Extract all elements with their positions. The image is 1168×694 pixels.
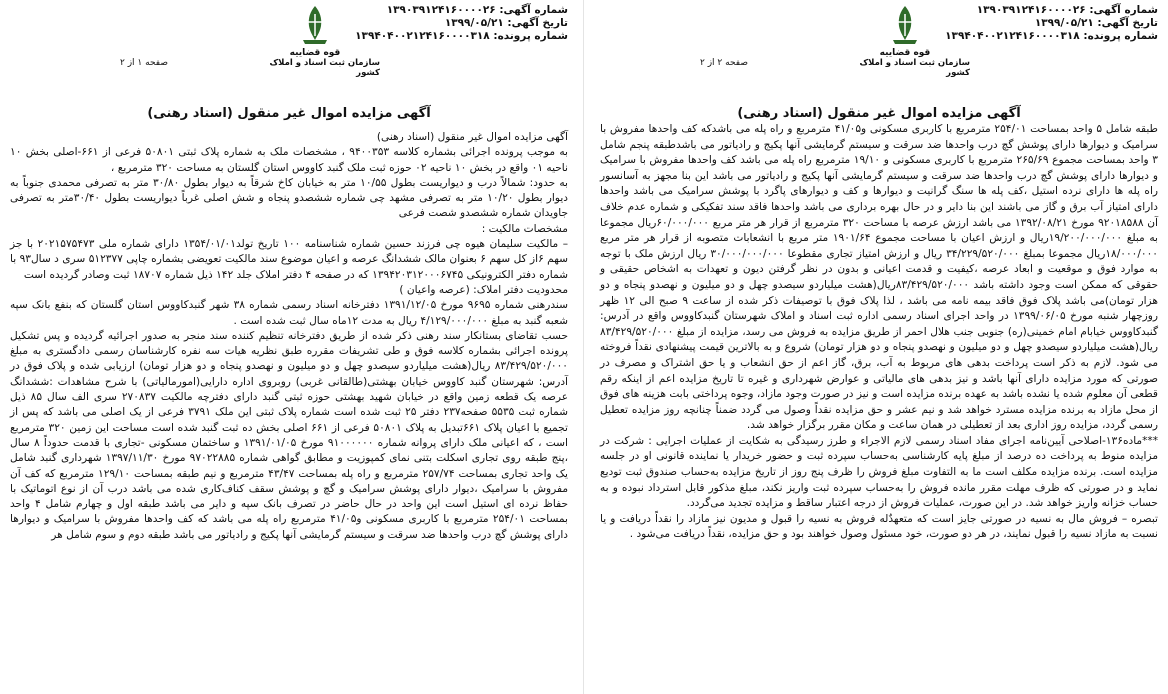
body-paragraph: طبقه شامل ۵ واحد بمساحت ۲۵۴/۰۱ مترمربع با کاربری مسکونی و۴۱/۰۵ مترمربع و راه پله می باشدکه کف واحدها مفروش با سرامیک و دیوارها دارای پوشش گچ درب واحدها ضد سرقت و سیستم گرمایشی آنها پکیج و رادیاتور می باشدطبقه پنجم شامل ۳ واحد بمساحت مجموع ۲۶۵/۶۹ مترمربع با کاربری مسکونی و ۱۹/۱۰ مترمربع راه پله می باشد کف واحدها مفروش با سرامیک و دیوارها دارای پوشش گچ درب واحدها ضد سرقت و سیستم گرمایشی آنها پکیج و رادیاتور می باشد این بنا مجهز به آسانسور راه پله ها دارای نرده استیل ،کف پله ها سنگ گرانیت و دیوارها و کف و دیوارهای پاگرد با پوشش سرامیک می باشد واحدها دارای امتیاز آب برق و گاز می باشند این بنا دایر و در حال بهره برداری می باشد واحدها فاقد سند تفکیکی و شماره عدم خلاف آن ۹۲۰۱۸۵۸۸ مورخ ۱۳۹۲/۰۸/۲۱ می باشد ارزش عرصه با مساحت ۳۲۰ مترمربع از قرار هر متر مربع ۶۰/۰۰۰/۰۰۰ریال مجموعا به مبلغ ۱۹/۲۰۰/۰۰۰/۰۰۰ریال و ارزش اعیان با مساحت مجموع ۱۹۰۱/۶۴ متر مربع با انشعابات متصوبه از قرار هر متر مربع ۱۸/۰۰۰/۰۰۰ریال مجموعا بمبلغ ۳۴/۲۲۹/۵۲۰/۰۰۰ ریال و ارزش امتیاز تجاری مقطوعا ۳۰/۰۰۰/۰۰۰/۰۰۰ ریال ارزش ملک با توجه به موارد فوق و موقعیت و ابعاد عرصه ،کیفیت و قدمت اعیانی و بدون در نظر گرفتن دیون و تعهدات به اشخاص حقیقی و حقوقی که ممکن است وجود داشته باشد ۸۳/۴۲۹/۵۲۰/۰۰۰ریال(هشت میلیاردو سیصدو چهل و دو میلیون و نهصدو پنجاه و دو هزار تومان)می باشد پلاک فوق فاقد بیمه نامه می باشد ، لذا پلاک فوق با توصیفات ذکر شده از ساعت ۹ صبح الی ۱۲ ظهر روزچهار شنبه مورخ ۱۳۹۹/۰۶/۰۵ در واحد اجرای اسناد رسمی اداره ثبت اسناد و املاک شهرستان گنبدکاووس واقع در آدرس: گنبدکاووس خیابام امام خمینی(ره) جنوبی جنب هلال احمر از طریق مزایده به فروش می رسد، مزایده از مبلغ ۸۳/۴۲۹/۵۲۰/۰۰۰ ریال(هشت میلیاردو سیصدو چهل و دو میلیون و نهصدو پنجاه و دو هزار تومان) شروع و به بالاترین قیمت پیشنهادی نقداً فروخته می شود. لازم به ذکر است پرداخت بدهی های مربوط به آب، برق، گاز اعم از حق انشعاب و یا حق اشتراک و مصرف در صورتی که مورد مزایده دارای آنها باشد و نیز بدهی های مالیاتی و عوارض شهرداری و غیره تا تاریخ مزایده اعم از اینکه رقم قطعی آن معلوم شده یا نشده باشد به عهده برنده مزایده است و نیز در صورت وجود مازاد، وجوه پرداختی بابت هزینه های فوق از محل مازاد به برنده مزایده مسترد خواهد شد و نیم عشر و حق مزایده نقداً وصول می گردد ضمناً چنانچه روز مزایده تعطیل رسمی گردد، مزایده روز اداری بعد از تعطیلی در همان ساعت و مکان مقرر برگزار خواهد شد. [600, 123, 1159, 432]
logo-text-top: قوه قضاییه [879, 48, 931, 58]
scales-emblem-icon [295, 2, 335, 48]
notice-meta [945, 4, 1158, 43]
case-number: شماره پرونده: ۱۳۹۴۰۴۰۰۲۱۲۴۱۶۰۰۰۰۳۱۸ [355, 30, 568, 42]
page-divider [583, 0, 584, 694]
notice-title: آگهی مزایده اموال غیر منقول (اسناد رهنی) [147, 106, 431, 121]
judiciary-logo [840, 2, 970, 82]
body-paragraph: مشخصات مالکیت : [481, 222, 568, 235]
judiciary-logo [250, 2, 380, 82]
body-paragraph: سندرهنی شماره ۹۶۹۵ مورخ ۱۳۹۱/۱۲/۰۵ دفترخانه اسناد رسمی شماره ۳۸ شهر گنبدکاووس استان گلستان که بنفع بانک سپه شعبه گنبد به مبلغ ۴/۱۲۹/۰۰۰/۰۰۰ ریال به مدت ۱۲ماه سال ثبت شده است . [10, 299, 568, 327]
logo-text-top: قوه قضاییه [289, 48, 341, 58]
notice-body [600, 122, 1158, 543]
notice-number: شماره آگهی: ۱۳۹۰۳۹۱۲۴۱۶۰۰۰۰۲۶ [976, 4, 1158, 16]
notice-number: شماره آگهی: ۱۳۹۰۳۹۱۲۴۱۶۰۰۰۰۲۶ [386, 4, 568, 16]
body-paragraph: به حدود: شمالاً درب و دیواریست بطول ۱۰/۵۵ متر به خیابان کاخ شرقاً به دیوار بطول ۳۰/۸۰ متر به تصرفی محمدی جنوباً به دیوار بطول ۱۰/۲۰ متر به تصرفی مشهد چی شماره ششصدو پنجاه و شش اصلی غرباً دیواریست بطول ۳۰/۴۰متر به تصرفی جاویدان شماره ششصدو شصت فرعی [10, 176, 569, 220]
body-paragraph: به موجب پرونده اجرائی بشماره کلاسه ۹۴۰۰۳۵۳ ، مشخصات ملک به شماره پلاک ثبتی ۵۰۸۰۱ فرعی از ۶۶۱-اصلی بخش ۱۰ ناحیه ۰۱ واقع در بخش ۱۰ ناحیه ۰۲ حوزه ثبت ملک گنبد کاووس استان گلستان به مساحت ۳۲۰ مترمربع ، [10, 146, 568, 174]
body-paragraph: آگهی مزایده اموال غیر منقول (اسناد رهنی) [376, 131, 568, 143]
logo-text-bottom: سازمان ثبت اسناد و املاک کشور [859, 58, 970, 78]
notice-body [10, 130, 568, 543]
notice-date: تاریخ آگهی: ۱۳۹۹/۰۵/۲۱ [1034, 17, 1158, 29]
logo-text-bottom: سازمان ثبت اسناد و املاک کشور [269, 58, 380, 78]
case-number: شماره پرونده: ۱۳۹۴۰۴۰۰۲۱۲۴۱۶۰۰۰۰۳۱۸ [945, 30, 1158, 42]
body-paragraph: محدودیت دفتر املاک: (عرصه واعیان ) [399, 283, 568, 296]
body-paragraph: – مالکیت سلیمان هیوه چی فرزند حسین شماره شناسنامه ۱۰۰ تاریخ تولد۱۳۵۴/۰۱/۰۱ دارای شماره ملی ۲۰۲۱۵۷۵۴۷۳ با جز سهم ۶از کل سهم ۶ بعنوان مالک ششدانگ عرصه و اعیان موضوع سند مالکیت تعویضی بشماره چاپی ۵۱۲۳۷۷ سری د سال۹۳ با شماره دفتر الکترونیکی ۱۳۹۴۲۰۳۱۲۰۰۰۶۷۴۵ که در صفحه ۴ دفتر املاک جلد ۱۴۲ ذیل شماره ۱۸۷۰۷ ثبت وصادر گردیده است [10, 238, 568, 281]
left-page [0, 0, 578, 694]
scales-emblem-icon [885, 2, 925, 48]
notice-title: آگهی مزایده اموال غیر منقول (اسناد رهنی) [737, 106, 1021, 121]
right-page [590, 0, 1168, 694]
body-paragraph: تبصره – فروش مال به نسیه در صورتی جایز است که متعهدٌله فروش به نسیه را قبول و مدیون نیز مازاد را نقداً دریافت و یا نسبت به مازاد نسیه را قبول نمایند، در هر دو صورت، خود مسئول وصول خواهند بود و حق مزایده، نقداً دریافت می‌شود . [600, 512, 1158, 541]
page-number: صفحه ۲ از ۲ [700, 58, 748, 68]
body-paragraph: حسب تقاضای بستانکار سند رهنی ذکر شده از طریق دفترخانه تنظیم کننده سند منجر به صدور اجرائیه گردیده و پس تشکیل پرونده اجرائی بشماره کلاسه فوق و طی تشریفات مقرره طبق نظریه هیات سه نفره کارشناسان رسمی دادگستری به مبلغ ۸۳/۴۲۹/۵۲۰/۰۰۰ ریال(هشت میلیاردو سیصدو چهل و دو میلیون و نهصدو پنجاه و دو هزار تومان) ارزیابی شده و پلاک فوق در آدرس: شهرستان گنبد کاووس خیابان بهشتی(طالقانی غربی) روبروی اداره دارایی(امورمالیاتی) با شرح مشاهدات :ششدانگ عرصه یک قطعه زمین واقع در خیابان شهید بهشتی حوزه ثبتی گنبد دارای دفترچه مالکیت ۲۷۰۸۳۷ سری الف سال ۸۵ ذیل شماره ثبت ۵۵۳۵ صفحه۲۳۷ دفتر ۲۵ ثبت شده است شماره پلاک ثبتی این ملک ۳۷۹۱ فرعی از یک اصلی می باشد که پس از تجمیع با اعیان پلاک ۶۶۱تبدیل به پلاک ۵۰۸۰۱ فرعی از ۶۶۱ اصلی بخش ده ثبت گنبد شده است مساحت این زمین ۳۲۰ مترمربع است ، که اعیانی ملک دارای پروانه شماره ۹۱۰۰۰۰۰۰ مورخ ۱۳۹۱/۰۱/۰۵ و ساختمان مسکونی -تجاری با قدمت حدوداً ۸ سال ،پنج طبقه روی تجاری اسکلت بتنی نمای کمپوزیت و مطابق گواهی شماره ۹۷۰۲۲۸۸۵ مورخ ۱۳۹۷/۱۱/۳۰ شهرداری گنبد شامل یک واحد تجاری بمساحت ۲۵۷/۷۴ مترمربع و راه پله بمساحت ۴۳/۴۷ مترمربع و نیم طبقه بمساحت ۱۲۹/۱۰ مترمربع که کف آن مفروش با سرامیک ،دیوار دارای پوشش سرامیک و گچ و پوشش سقف کناف‌کاری شده می باشد درب آن از نوع اتوماتیک با حفاظ نرده ای استیل است این واحد در حال حاضر در تصرف بانک سپه و دایر می باشد طبقه اول و چهارم شامل ۴ واحد بمساحت ۲۵۴/۰۱ مترمربع با کاربری مسکونی و۴۱/۰۵ مترمربع راه پله می باشد که کف واحدها مفروش با سرامیک و دیوارها دارای پوشش گچ درب واحدها ضد سرقت و سیستم گرمایشی آنها پکیج و رادیاتور می باشد طبقه دوم و سوم شامل هر [10, 329, 569, 541]
notice-meta [355, 4, 568, 43]
page-number: صفحه ۱ از ۲ [120, 58, 168, 68]
body-paragraph: ***ماده۱۳۶-اصلاحی آیین‌نامه اجرای مفاد اسناد رسمی لازم الاجراء و طرز رسیدگی به شکایت از عملیات اجرایی : شرکت در مزایده منوط به پرداخت ده درصد از مبلغ پایه کارشناسی به‌حساب سپرده ثبت و حضور خریدار یا نماینده قانونی او در جلسه مزایده است. برنده مزایده مکلف است ما به التفاوت مبلغ فروش را ظرف پنج روز از تاریخ مزایده به‌حساب صندوق ثبت تودیع نماید و در صورتی که ظرف مهلت مقرر مانده فروش را به‌حساب سپرده ثبت واریز نکند، مبلغ مذکور قابل استرداد نبوده و به حساب خزانه واریز خواهد شد. در این صورت، عملیات فروش از درجه اعتبار ساقط و مزایده تجدید می‌گردد. [600, 434, 1158, 510]
notice-date: تاریخ آگهی: ۱۳۹۹/۰۵/۲۱ [444, 17, 568, 29]
